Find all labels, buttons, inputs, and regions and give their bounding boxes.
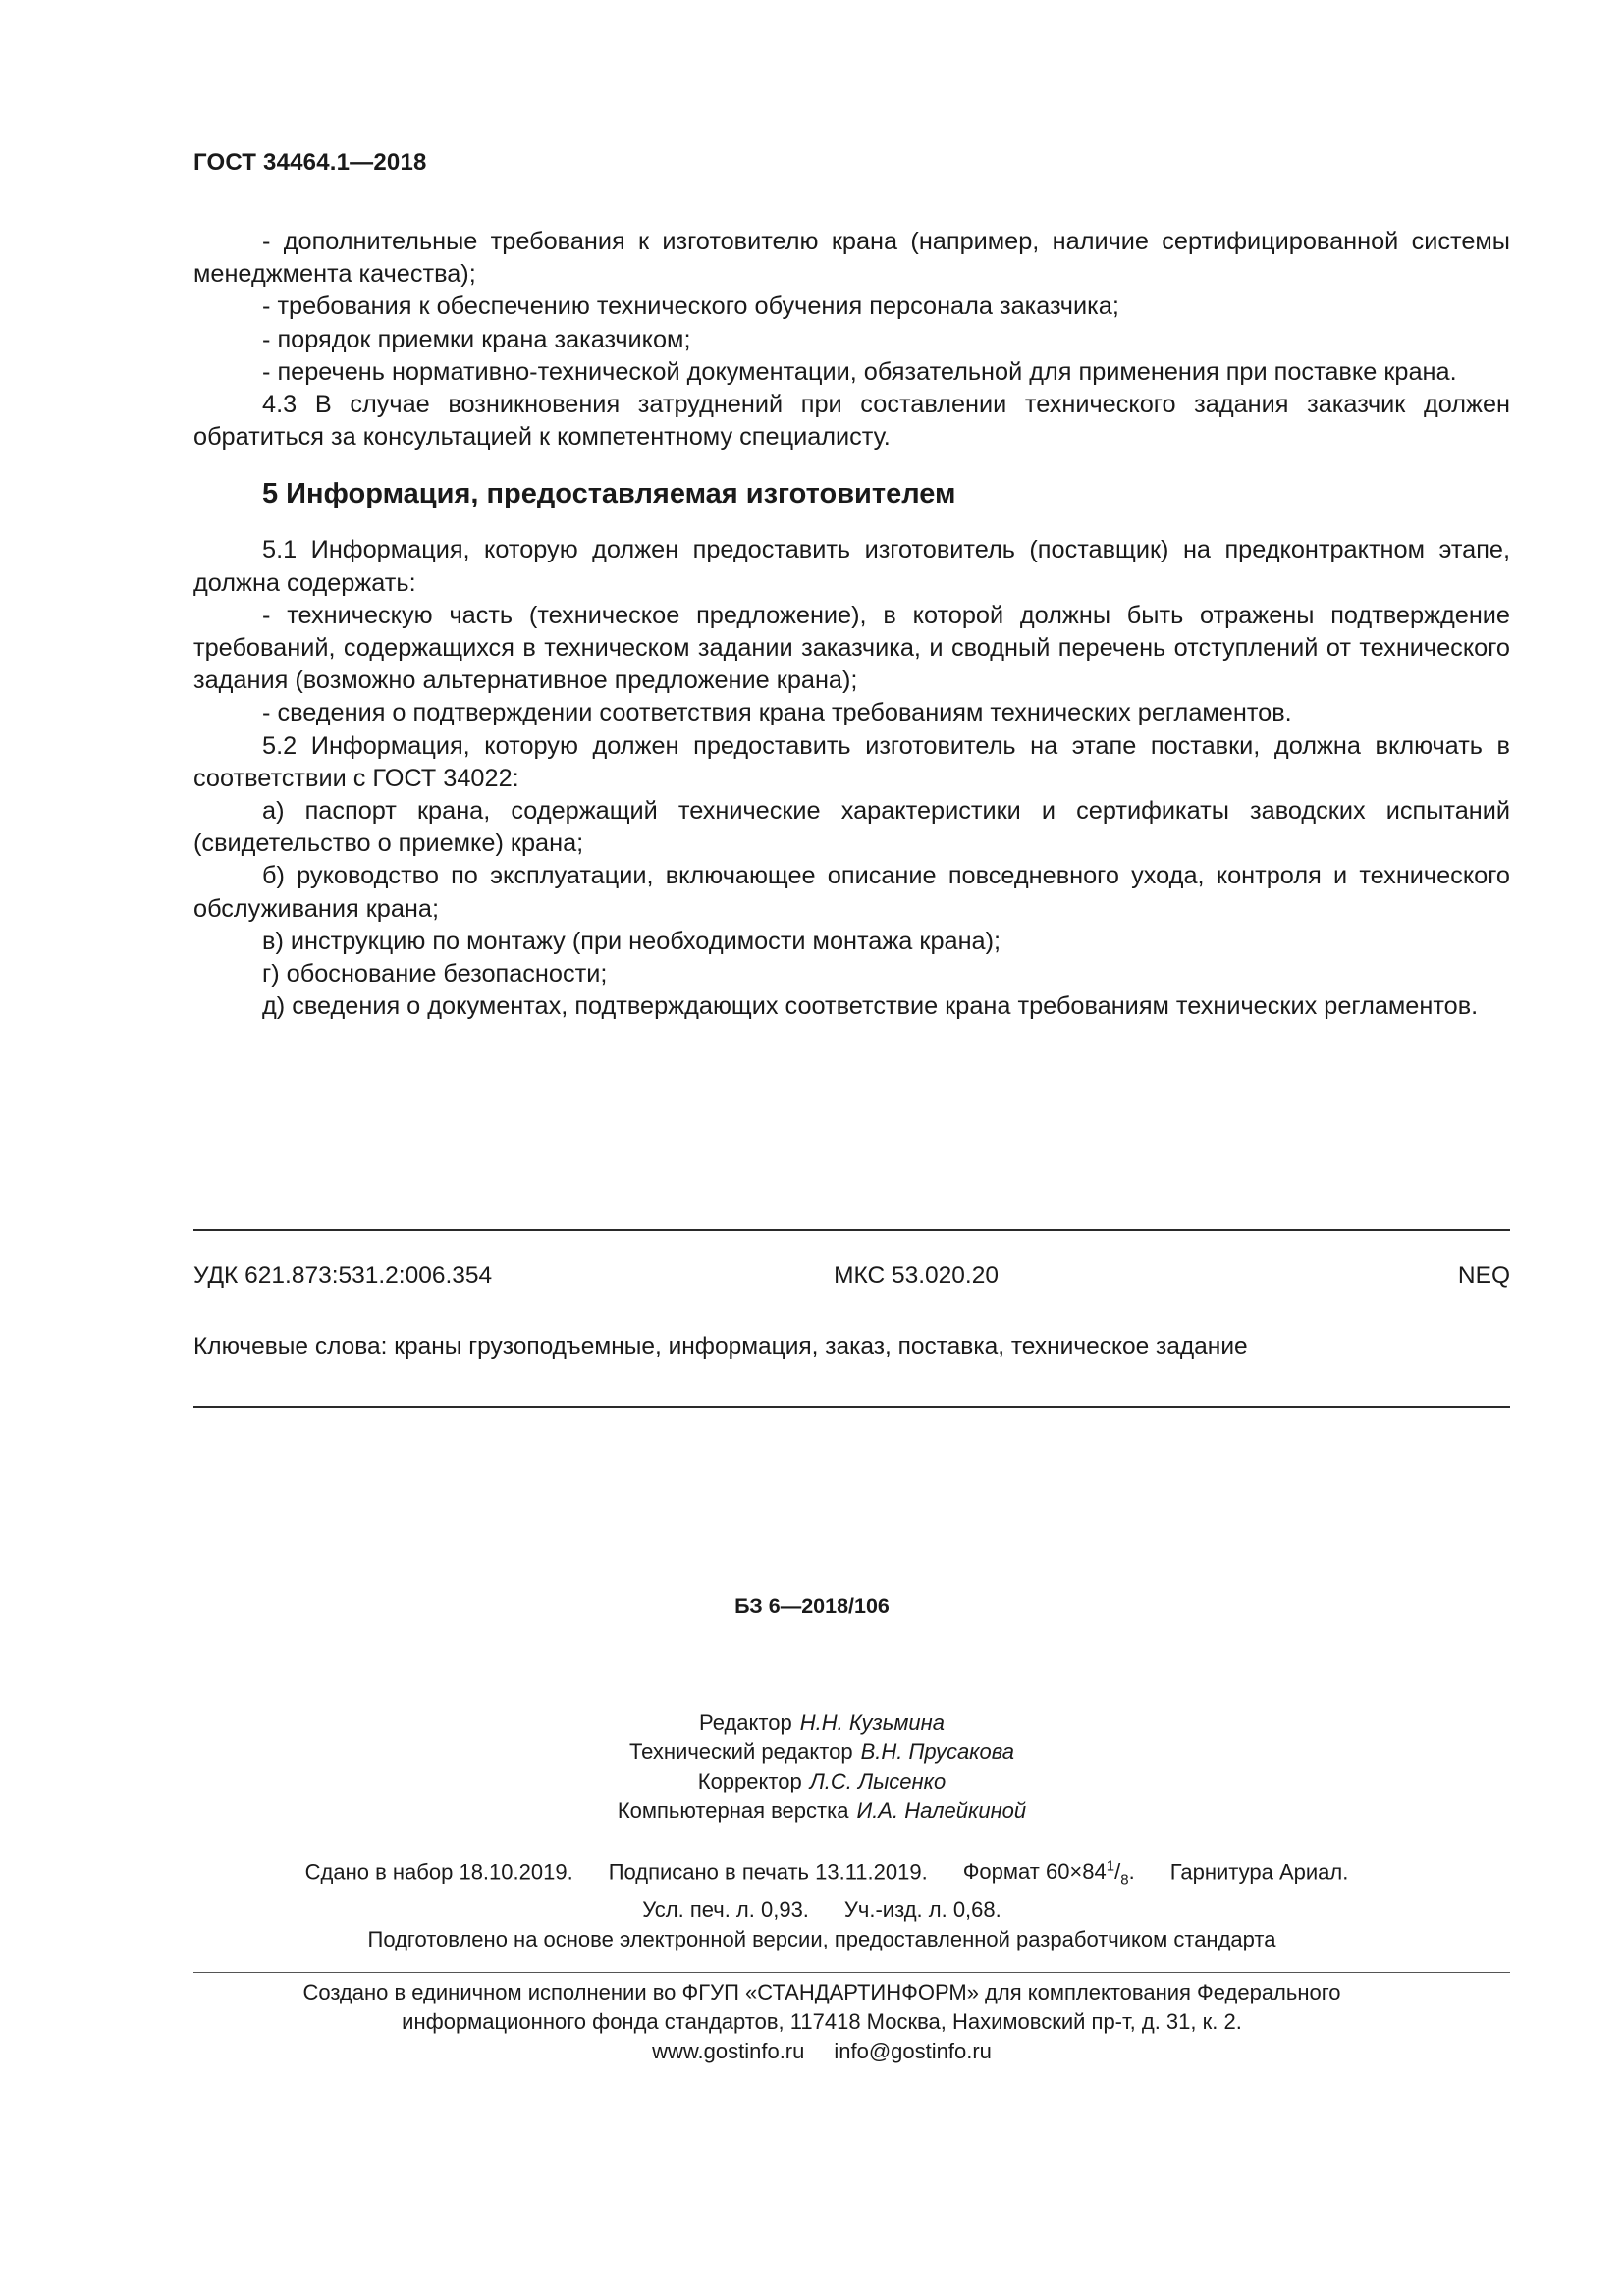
mks-code: МКС 53.020.20 <box>834 1262 999 1289</box>
staff-line <box>0 1796 1624 1826</box>
typeface: Гарнитура Ариал. <box>1169 1859 1349 1885</box>
staff-role: Технический редактор <box>628 1739 853 1764</box>
publisher-line: информационного фонда стандартов, 117418 Москва, Нахимовский пр-т, д. 31, к. 2. <box>402 2009 1242 2034</box>
list-item: - требования к обеспечению технического обучения персонала заказчика; <box>262 293 1119 321</box>
list-item: а) паспорт крана, содержащий технические характеристики и сертификаты заводских испытаний (свидетельство о приемке) крана; <box>193 797 1510 858</box>
print-sheets: Усл. печ. л. 0,93. <box>642 1896 809 1922</box>
divider <box>193 1229 1510 1231</box>
submitted-date: Сдано в набор 18.10.2019. <box>304 1859 573 1885</box>
website-link[interactable]: www.gostinfo.ru <box>652 2039 805 2063</box>
signed-date: Подписано в печать 13.11.2019. <box>608 1859 928 1885</box>
staff-name: И.А. Налейкиной <box>856 1798 1027 1823</box>
staff-role: Компьютерная верстка <box>617 1798 849 1823</box>
clause-5-2: 5.2 Информация, которую должен предоставить изготовитель на этапе поставки, должна включать в соответствии с ГОСТ 34022: <box>193 731 1510 792</box>
divider <box>193 1972 1510 1973</box>
section-heading: 5 Информация, предоставляемая изготовителем <box>262 478 956 510</box>
staff-role: Редактор <box>699 1710 792 1735</box>
staff-name: Н.Н. Кузьмина <box>799 1710 945 1735</box>
paper-format: Формат $60\times 84^1/_8$. <box>962 1858 1135 1889</box>
list-item: - порядок приемки крана заказчиком; <box>262 325 691 353</box>
list-item: - перечень нормативно-технической документации, обязательной для применения при поставке крана. <box>262 357 1457 386</box>
staff-name: В.Н. Прусакова <box>860 1739 1015 1764</box>
email-link[interactable]: info@gostinfo.ru <box>834 2039 992 2063</box>
bz-number: БЗ 6—2018/106 <box>734 1594 890 1618</box>
list-item: б) руководство по эксплуатации, включающее описание повседневного ухода, контроля и технического обслуживания крана; <box>193 862 1510 923</box>
imprint <box>0 1852 1624 1954</box>
udk-code: УДК 621.873:531.2:006.354 <box>193 1262 493 1289</box>
running-header: ГОСТ 34464.1—2018 <box>193 149 427 176</box>
classification-row <box>193 1262 1510 1290</box>
list-item: - техническую часть (техническое предложение), в которой должны быть отражены подтверждение требований, содержащихся в техническом задании заказчика, и сводный перечень отступлений от технического задания (возможно альтернативное предложение крана); <box>193 601 1510 695</box>
staff-name: Л.С. Лысенко <box>809 1769 947 1793</box>
clause-4-3: 4.3 В случае возникновения затруднений при составлении технического задания заказчик должен обратиться за консультацией к компетентному специалисту. <box>193 391 1510 452</box>
prepared-note: Подготовлено на основе электронной версии, предоставленной разработчиком стандарта <box>367 1926 1276 1951</box>
staff-list <box>0 1708 1624 1826</box>
publication-sheets: Уч.-изд. л. 0,68. <box>843 1896 1001 1922</box>
list-item: - дополнительные требования к изготовителю крана (например, наличие сертифицированной системы менеджмента качества); <box>193 228 1510 289</box>
staff-line <box>0 1737 1624 1767</box>
divider <box>193 1406 1510 1408</box>
body-text <box>193 226 1510 1023</box>
imprint-line <box>0 1896 1624 1925</box>
list-item: г) обоснование безопасности; <box>262 960 608 988</box>
list-item: в) инструкцию по монтажу (при необходимости монтажа крана); <box>262 927 1001 955</box>
clause-5-1: 5.1 Информация, которую должен предоставить изготовитель (поставщик) на предконтрактном этапе, должна содержать: <box>193 536 1510 597</box>
imprint-line <box>0 1852 1624 1896</box>
contacts <box>0 2037 1624 2066</box>
keywords: Ключевые слова: краны грузоподъемные, информация, заказ, поставка, техническое задание <box>193 1333 1248 1360</box>
list-item: - сведения о подтверждении соответствия крана требованиям технических регламентов. <box>262 699 1292 727</box>
publisher-info <box>0 1978 1624 2066</box>
list-item: д) сведения о документах, подтверждающих соответствие крана требованиям технических регламентов. <box>262 992 1479 1021</box>
publisher-line: Создано в единичном исполнении во ФГУП «СТАНДАРТИНФОРМ» для комплектования Федерального <box>302 1980 1341 2004</box>
staff-role: Корректор <box>697 1769 802 1793</box>
staff-line <box>0 1767 1624 1796</box>
equivalence-code: NEQ <box>1457 1262 1510 1289</box>
staff-line <box>0 1708 1624 1737</box>
